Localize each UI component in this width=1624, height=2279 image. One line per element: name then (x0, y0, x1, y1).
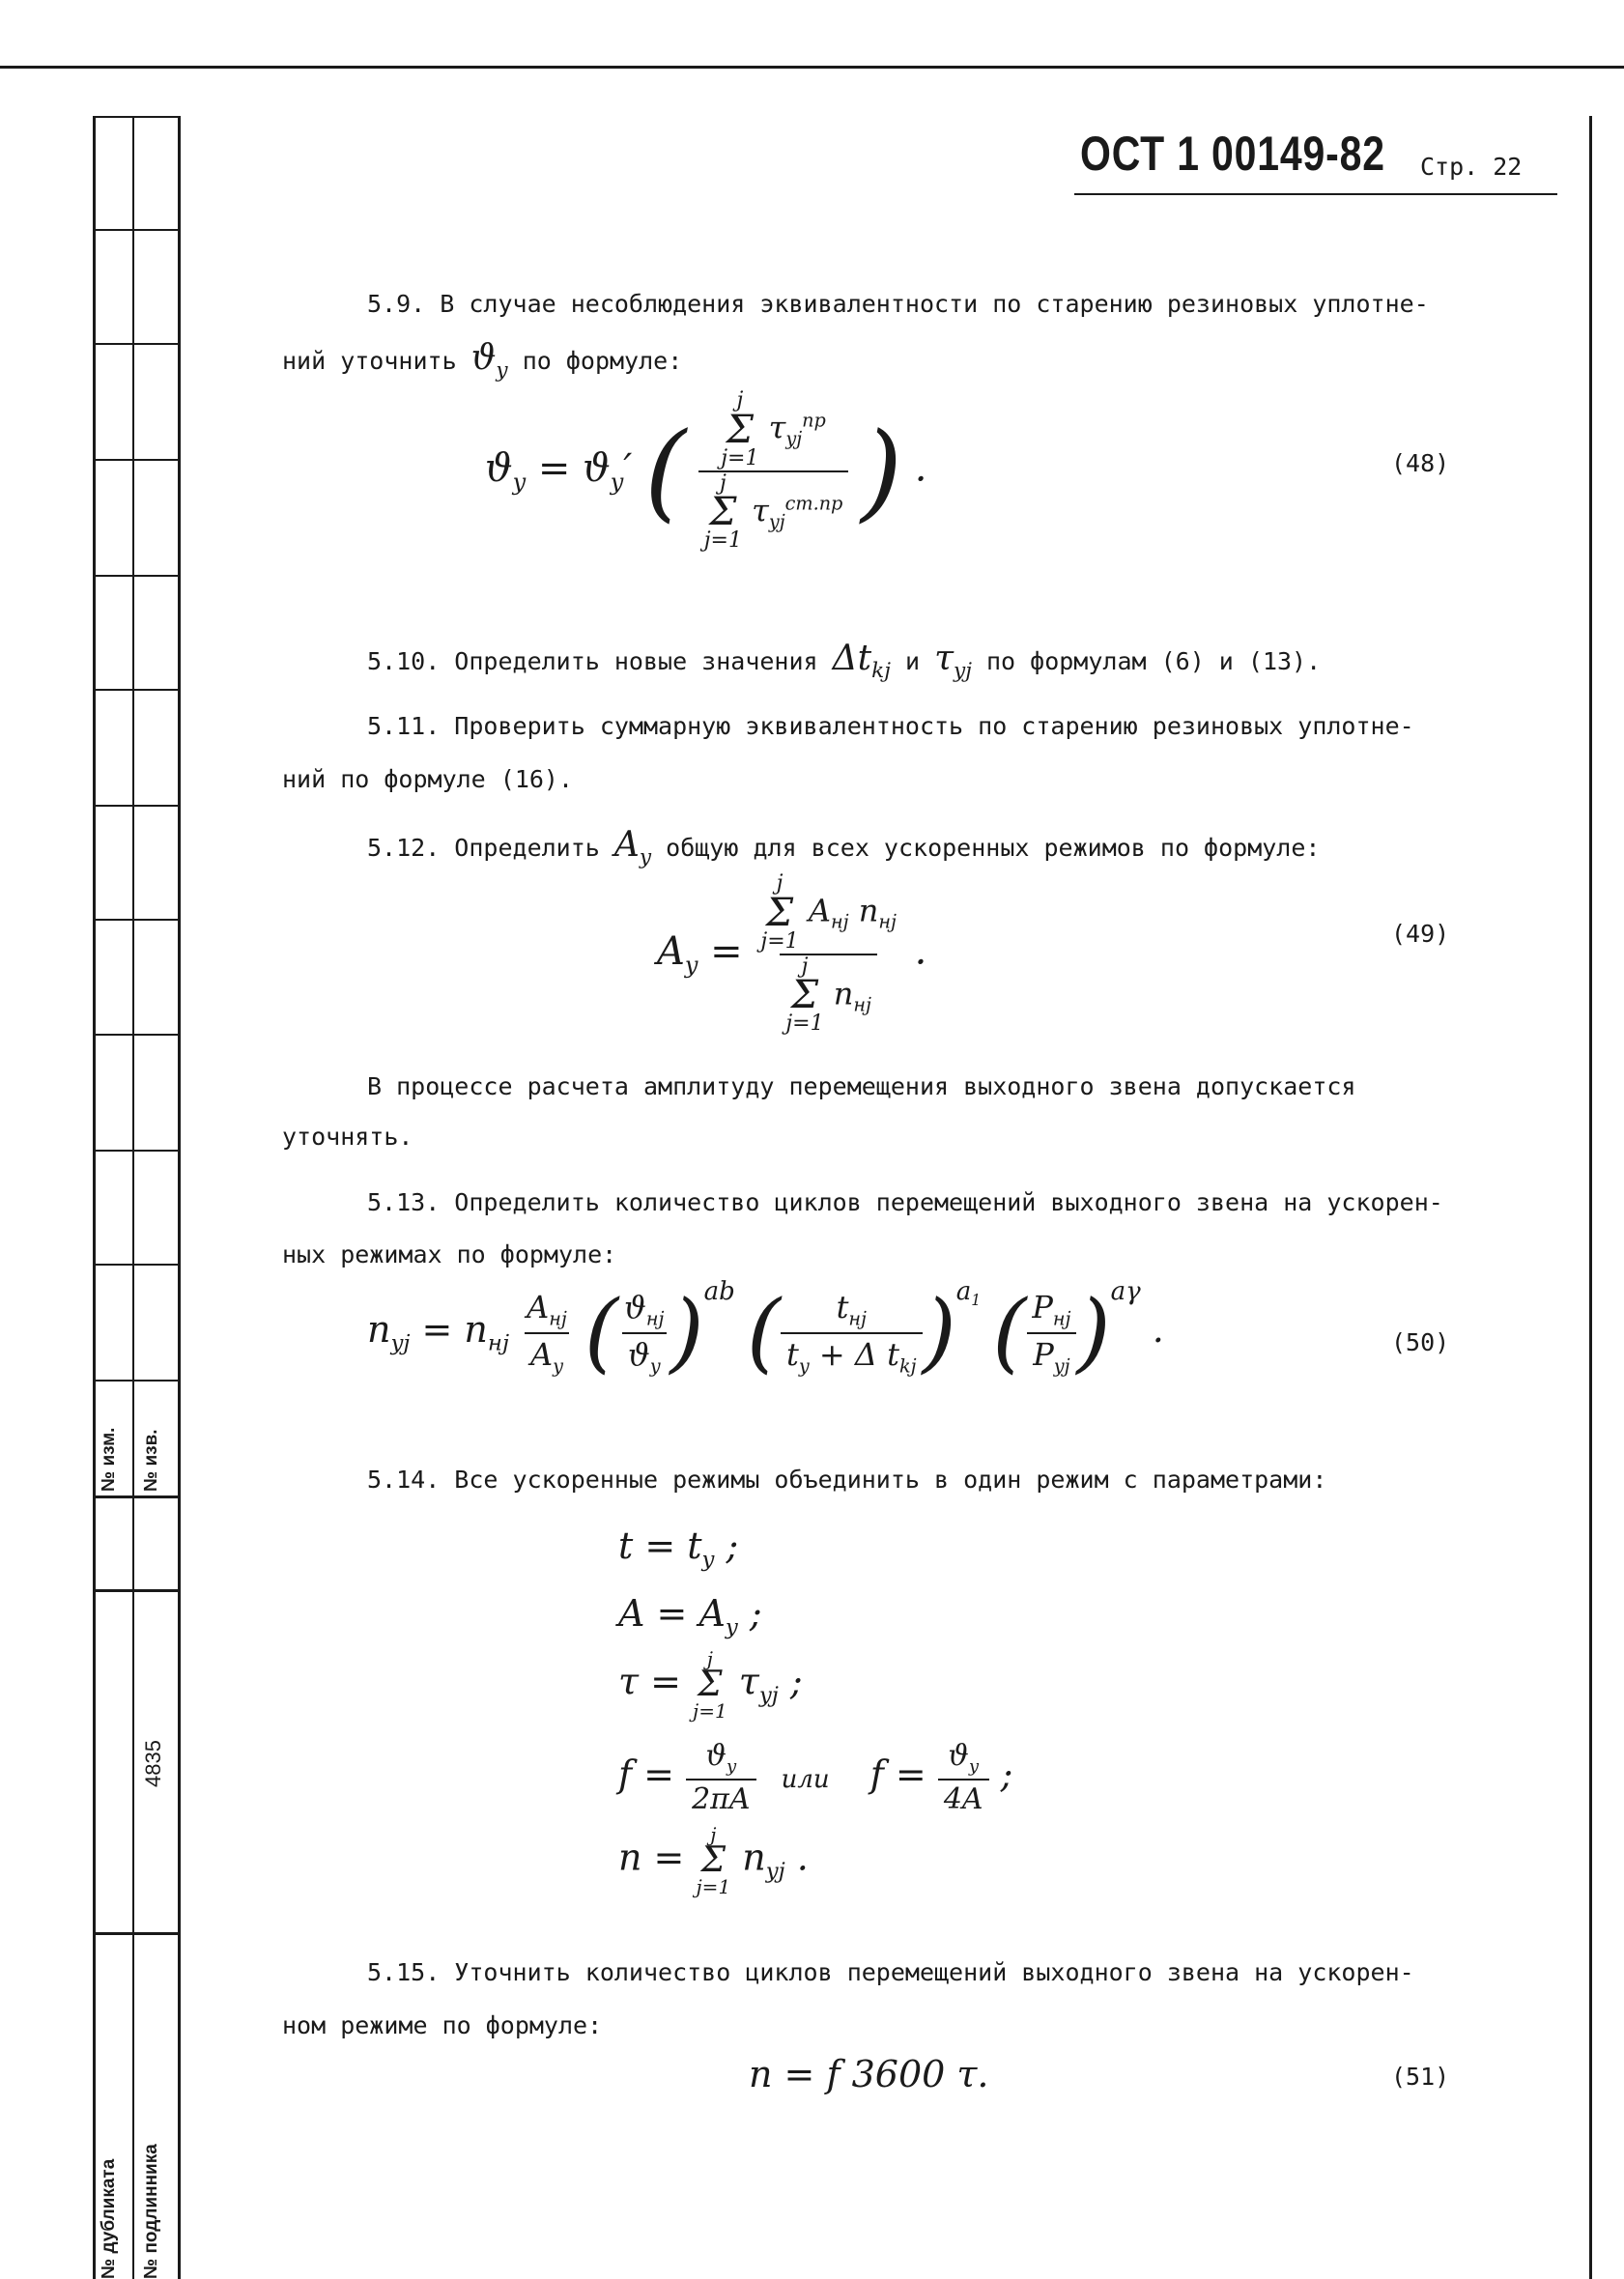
margin-no-izv: № изв. (141, 1429, 161, 1492)
margin-no-izm: № изм. (99, 1427, 119, 1492)
formula-51: n = f 3600 τ. (749, 2053, 989, 2095)
p5-10: 5.10. Определить новые значения $\Delta t_{kj}$ и $\tau_{yj}$ по формулам (6) и (13). (367, 639, 1322, 684)
eq-number-51: (51) (1391, 2063, 1450, 2091)
p5-15-line1: 5.15. Уточнить количество циклов перемещений выходного звена на ускорен- (367, 1958, 1414, 1986)
p5-14: 5.14. Все ускоренные режимы объединить в один режим с параметрами: (367, 1466, 1327, 1494)
top-rule (0, 66, 1624, 69)
p5-12: 5.12. Определить $A_y$ общую для всех ускоренных режимов по формуле: (367, 825, 1321, 870)
p5-13-line2: ных режимах по формуле: (282, 1240, 617, 1268)
formula-50: $n_{yj} = n_{нj}$ $\frac{A_{нj}}{A_y}$ ( $\frac{ϑ_{нj}}{ϑ_y}$ )$^{ab}$ ( $\frac{t_{нj}}{t_y + \Delta t_{kj}}$ )$^{a_1}$ ( $\frac{P_{нj}}{P_{yj}}$ )$^{a\gamma}$ . (367, 1277, 1164, 1383)
header-underline (1074, 193, 1557, 195)
p-process-line2: уточнять. (282, 1123, 413, 1151)
param-f: f = $\frac{ϑ_y}{2\pi A}$ или f = $\frac{ϑ_y}{4A}$ ; (618, 1739, 1013, 1816)
margin-border-top (93, 116, 180, 118)
p-process-line1: В процессе расчета амплитуду перемещения выходного звена допускается (367, 1072, 1356, 1100)
header-standard: ОСТ 1 00149-82 (1080, 127, 1385, 181)
margin-no-podl: № подлинника (141, 2144, 161, 2279)
header-page-label: Стр. 22 (1420, 153, 1523, 181)
eq-number-49: (49) (1391, 920, 1450, 948)
eq-number-50: (50) (1391, 1328, 1450, 1356)
margin-border-left (93, 116, 96, 2279)
p5-15-line2: ном режиме по формуле: (282, 2011, 603, 2039)
margin-border-mid (132, 116, 134, 2279)
margin-no-dubl: № дубликата (99, 2158, 119, 2279)
or-word: или (781, 1764, 830, 1794)
p5-9-line1: 5.9. В случае несоблюдения эквивалентности по старению резиновых уплотне- (367, 290, 1429, 318)
p5-13-line1: 5.13. Определить количество циклов перемещений выходного звена на ускорен- (367, 1188, 1443, 1216)
param-tau: τ = j Σ j=1 $\tau_{yj}$ ; (618, 1647, 803, 1723)
p5-11-line2: ний по формуле (16). (282, 765, 574, 793)
margin-number: 4835 (141, 1740, 165, 1787)
formula-48: $ϑ_y = ϑ_y'$ ( j Σ j=1 $\tau_{yj}^{пр}$ j Σ j=1 $\tau_{yj}^{ст.пр}$ ) . (485, 388, 927, 554)
param-A: $A = A_y$ ; (618, 1592, 762, 1640)
p5-9-line2: ний уточнить $ϑ_y$ по формуле: (282, 338, 683, 384)
param-n: n = j Σ j=1 $n_{yj}$ . (618, 1823, 809, 1898)
p5-11-line1: 5.11. Проверить суммарную эквивалентность по старению резиновых уплотне- (367, 712, 1414, 740)
formula-49: $A_y$ = j Σ j=1 $A_{нj}$ $n_{нj}$ j Σ j=1 $n_{нj}$ . (657, 871, 927, 1037)
frame-right (1589, 116, 1592, 2279)
margin-border-right (178, 116, 181, 2279)
eq-number-48: (48) (1391, 449, 1450, 477)
param-t: $t = t_y$ ; (618, 1524, 739, 1573)
